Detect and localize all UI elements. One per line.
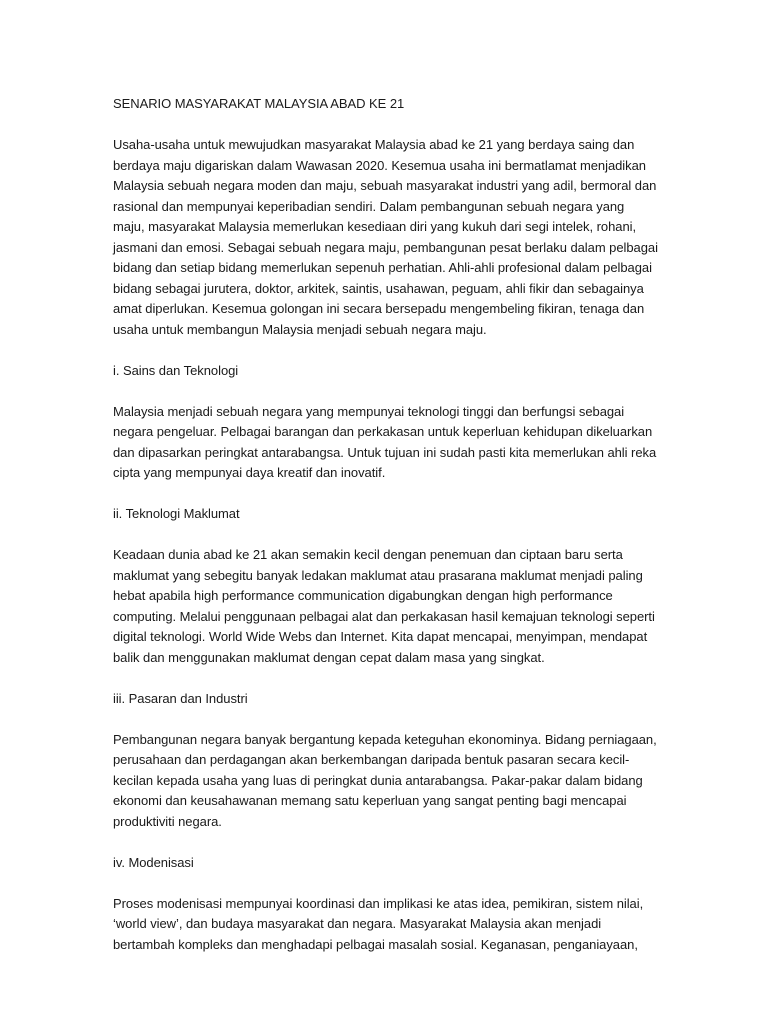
intro-paragraph: Usaha-usaha untuk mewujudkan masyarakat Malaysia abad ke 21 yang berdaya saing dan berdaya maju digariskan dalam Wawasan 2020. Kesemua usaha ini bermatlamat menjadikan Malaysia sebuah negara moden dan maju, sebuah masyarakat industri yang adil, bermoral dan rasional dan mempunyai keperibadian sendiri. Dalam pembangunan sebuah negara yang maju, masyarakat Malaysia memerlukan kesediaan diri yang kukuh dari segi intelek, rohani, jasmani dan emosi. Sebagai sebuah negara maju, pembangunan pesat berlaku dalam pelbagai bidang dan setiap bidang memerlukan sepenuh perhatian. Ahli-ahli profesional dalam pelbagai bidang sebagai jurutera, doktor, arkitek, saintis, usahawan, peguam, ahli fikir dan sebagainya amat diperlukan. Kesemua golongan ini secara bersepadu mengembeling fikiran, tenaga dan usaha untuk membangun Malaysia menjadi sebuah negara maju. — [113, 137, 658, 337]
section-heading-modenisasi: iv. Modenisasi — [113, 854, 194, 870]
document-title: SENARIO MASYARAKAT MALAYSIA ABAD KE 21 — [113, 96, 405, 111]
section-body-modenisasi: Proses modenisasi mempunyai koordinasi dan implikasi ke atas idea, pemikiran, sistem nilai, ‘world view’, dan budaya masyarakat dan negara. Masyarakat Malaysia akan menjadi bertambah kompleks dan menghadapi pelbagai masalah sosial. Keganasan, penganiayaan, — [113, 895, 644, 952]
section-body-pasaran-industri: Pembangunan negara banyak bergantung kepada keteguhan ekonominya. Bidang perniagaan, perusahaan dan perdagangan akan berkembangan daripada bentuk pasaran secara kecil-kecilan kepada usaha yang luas di peringkat dunia antarabangsa. Pakar-pakar dalam bidang ekonomi dan keusahawanan memang satu keperluan yang sangat penting bagi mencapai produktiviti negara. — [113, 731, 657, 829]
section-heading-teknologi-maklumat: ii. Teknologi Maklumat — [113, 506, 240, 521]
section-body-sains-teknologi: Malaysia menjadi sebuah negara yang mempunyai teknologi tinggi dan berfungsi sebagai negara pengeluar. Pelbagai barangan dan perkakasan untuk keperluan kehidupan dikeluarkan dan dipasarkan peringkat antarabangsa. Untuk tujuan ini sudah pasti kita memerlukan ahli reka cipta yang mempunyai daya kreatif dan inovatif. — [113, 403, 657, 480]
document-page — [113, 94, 658, 955]
section-heading-sains-teknologi: i. Sains dan Teknologi — [113, 362, 239, 378]
section-body-teknologi-maklumat: Keadaan dunia abad ke 21 akan semakin kecil dengan penemuan dan ciptaan baru serta maklumat yang sebegitu banyak ledakan maklumat atau prasarana maklumat menjadi paling hebat apabila high performance communication digabungkan dengan high performance computing. Melalui penggunaan pelbagai alat dan perkakasan hasil kemajuan teknologi seperti digital teknologi. World Wide Webs dan Internet. Kita dapat mencapai, menyimpan, mendapat balik dan menggunakan maklumat dengan cepat dalam masa yang singkat. — [113, 547, 655, 665]
section-heading-pasaran-industri: iii. Pasaran dan Industri — [113, 690, 248, 706]
